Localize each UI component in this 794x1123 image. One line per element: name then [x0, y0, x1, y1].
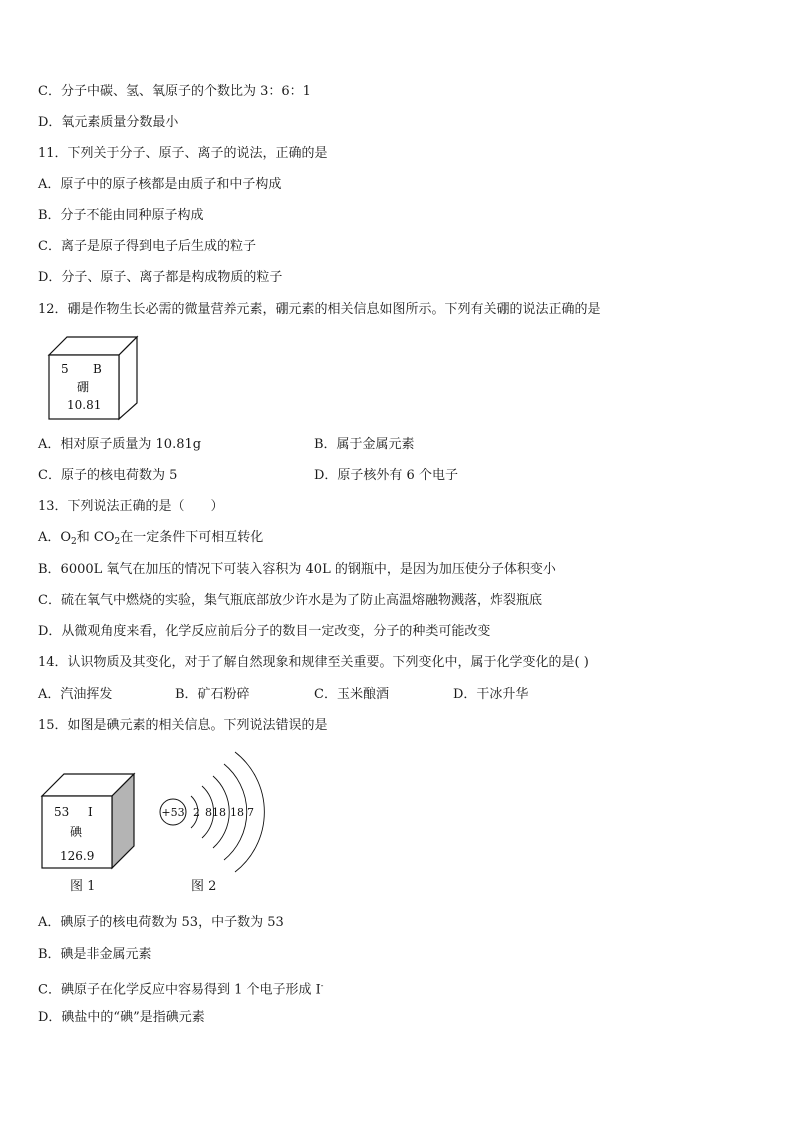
boron-atomic-mass: 10.81 — [67, 398, 102, 412]
q12-option-d: D．原子核外有 6 个电子 — [314, 468, 458, 483]
q13-stem: 13．下列说法正确的是（ ） — [38, 499, 224, 514]
q14-stem: 14．认识物质及其变化，对于了解自然现象和规律至关重要。下列变化中，属于化学变化的是( ) — [38, 655, 589, 670]
nucleus-charge: +53 — [161, 806, 185, 819]
iodine-atomic-number: 53 — [54, 805, 70, 819]
q14-option-c: C．玉米酿酒 — [314, 687, 389, 702]
iodine-symbol: I — [88, 805, 93, 819]
q15-option-b: B．碘是非金属元素 — [38, 947, 152, 962]
q11-option-c: C．离子是原子得到电子后生成的粒子 — [38, 239, 256, 254]
q11-option-a: A．原子中的原子核都是由质子和中子构成 — [38, 177, 282, 192]
q15-option-c: C．碘原子在化学反应中容易得到 1 个电子形成 I- — [38, 981, 324, 998]
q13-option-b: B．6000L 氧气在加压的情况下可装入容积为 40L 的钢瓶中，是因为加压使分子体积变小 — [38, 562, 556, 577]
q11-stem: 11．下列关于分子、原子、离子的说法，正确的是 — [38, 146, 328, 161]
iodine-name: 碘 — [70, 825, 83, 839]
q13-option-c: C．硫在氧气中燃烧的实验，集气瓶底部放少许水是为了防止高温熔融物溅落，炸裂瓶底 — [38, 593, 542, 608]
q15-option-a: A．碘原子的核电荷数为 53，中子数为 53 — [38, 915, 284, 930]
boron-element-card — [47, 335, 142, 421]
q15-stem: 15．如图是碘元素的相关信息。下列说法错误的是 — [38, 718, 328, 733]
q12-option-b: B．属于金属元素 — [314, 437, 415, 452]
q15-option-d: D．碘盐中的“碘”是指碘元素 — [38, 1010, 205, 1025]
shell-1-electrons: 2 — [193, 806, 200, 819]
q11-option-b: B．分子不能由同种原子构成 — [38, 208, 204, 223]
q10-option-d: D．氧元素质量分数最小 — [38, 115, 179, 130]
shell-5-electrons: 7 — [247, 806, 254, 819]
iodine-atomic-mass: 126.9 — [60, 849, 95, 863]
q13-option-d: D．从微观角度来看，化学反应前后分子的数目一定改变，分子的种类可能改变 — [38, 624, 491, 639]
q14-option-a: A．汽油挥发 — [38, 687, 113, 702]
iodine-element-card — [40, 772, 136, 872]
iodine-atom-structure-diagram — [155, 748, 265, 874]
q14-option-b: B．矿石粉碎 — [175, 687, 250, 702]
boron-atomic-number: 5 — [61, 362, 69, 376]
q12-option-a: A．相对原子质量为 10.81g — [38, 437, 202, 452]
shell-2-electrons: 8 — [205, 806, 212, 819]
q13-option-a: A．$O_2$和 $CO_2$在一定条件下可相互转化 — [38, 530, 264, 547]
q11-option-d: D．分子、原子、离子都是构成物质的粒子 — [38, 270, 283, 285]
q12-option-c: C．原子的核电荷数为 5 — [38, 468, 178, 483]
q12-stem: 12．硼是作物生长必需的微量营养元素，硼元素的相关信息如图所示。下列有关硼的说法正确的是 — [38, 302, 601, 317]
fig1-caption: 图 1 — [70, 879, 96, 894]
q14-option-d: D．干冰升华 — [453, 687, 529, 702]
fig2-caption: 图 2 — [191, 879, 217, 894]
q10-option-c: C．分子中碳、氢、氧原子的个数比为 3：6：1 — [38, 84, 311, 99]
shell-3-electrons: 18 — [212, 806, 226, 819]
shell-4-electrons: 18 — [230, 806, 244, 819]
boron-symbol: B — [93, 362, 102, 376]
boron-name: 硼 — [77, 380, 90, 394]
